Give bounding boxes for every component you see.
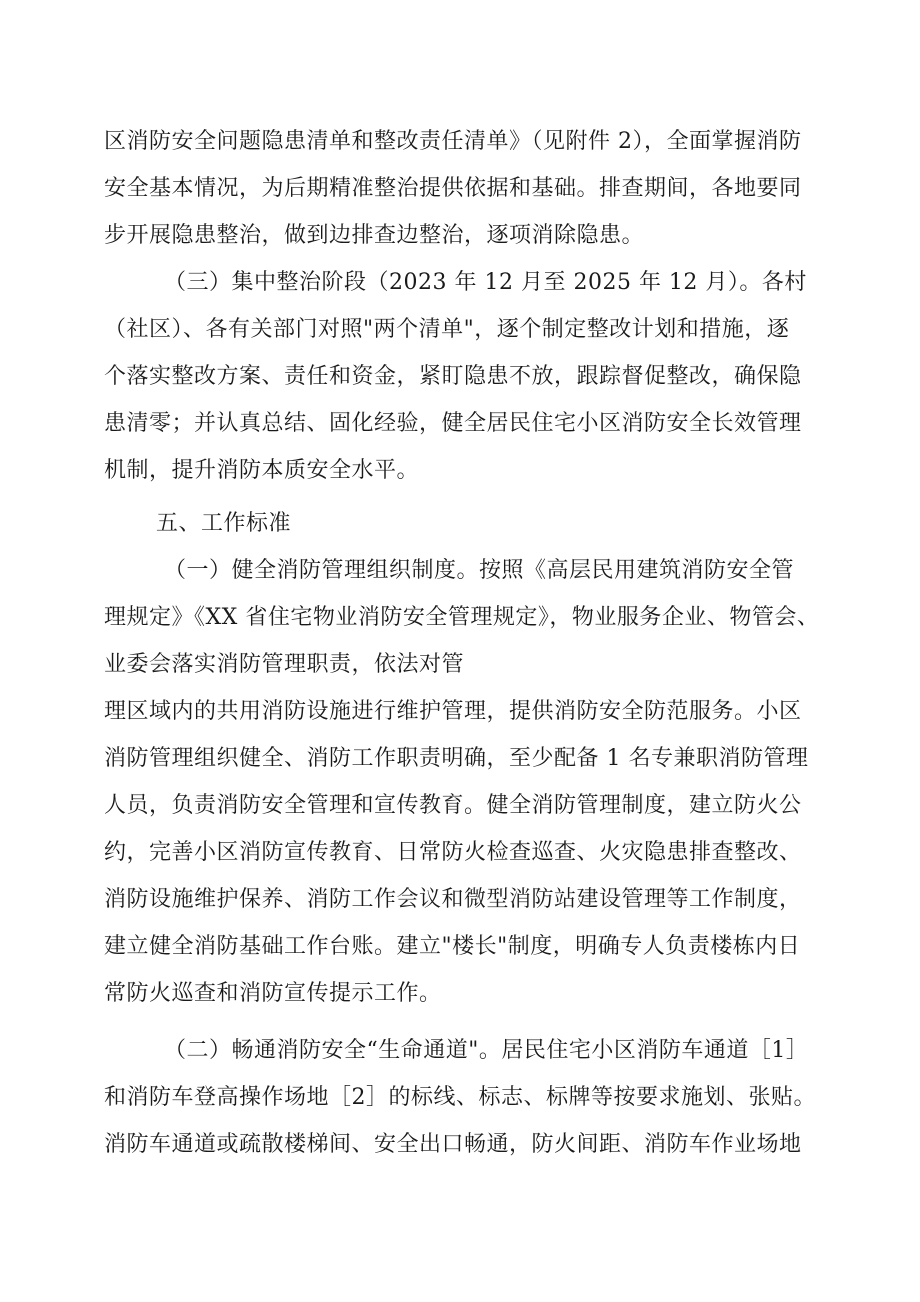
text-line-15: 人员，负责消防安全管理和宣传教育。健全消防管理制度，建立防火公 — [104, 793, 802, 818]
text-line-11: 理规定》《XX 省住宅物业消防安全管理规定》，物业服务企业、物管会、 — [104, 605, 820, 630]
text-line-3: 步开展隐患整治，做到边排查边整治，逐项消除隐患。 — [104, 223, 645, 248]
text-line-5: （社区）、各有关部门对照"两个清单"，逐个制定整改计划和措施，逐 — [104, 317, 790, 342]
text-line-10: （一）健全消防管理组织制度。按照《高层民用建筑消防安全管 — [164, 558, 795, 583]
text-line-7: 患清零；并认真总结、固化经验，健全居民住宅小区消防安全长效管理 — [104, 411, 802, 436]
text-line-6: 个落实整改方案、责任和资金，紧盯隐患不放，跟踪督促整改，确保隐 — [104, 364, 802, 389]
text-line-22: 消防车通道或疏散楼梯间、安全出口畅通，防火间距、消防车作业场地 — [104, 1132, 802, 1157]
text-line-21: 和消防车登高操作场地［2］的标线、标志、标牌等按要求施划、张贴。 — [104, 1085, 816, 1110]
text-line-13: 理区域内的共用消防设施进行维护管理，提供消防安全防范服务。小区 — [104, 699, 802, 724]
text-line-12: 业委会落实消防管理职责，依法对管 — [104, 652, 465, 677]
text-line-4: （三）集中整治阶段（2023 年 12 月至 2025 年 12 月）。各村 — [164, 270, 807, 295]
text-line-1: 区消防安全问题隐患清单和整改责任清单》（见附件 2），全面掌握消防 — [104, 129, 802, 154]
text-line-20: （二）畅通消防安全“生命通道"。居民住宅小区消防车通道［1］ — [164, 1038, 809, 1063]
text-line-2: 安全基本情况，为后期精准整治提供依据和基础。排查期间，各地要同 — [104, 176, 802, 201]
section-heading: 五、工作标准 — [156, 511, 292, 536]
text-line-14: 消防管理组织健全、消防工作职责明确，至少配备 1 名专兼职消防管理 — [104, 746, 809, 771]
text-line-8: 机制，提升消防本质安全水平。 — [104, 458, 420, 483]
text-line-17: 消防设施维护保养、消防工作会议和微型消防站建设管理等工作制度， — [104, 887, 802, 912]
text-line-18: 建立健全消防基础工作台账。建立"楼长"制度，明确专人负责楼栋内日 — [104, 934, 801, 959]
text-line-19: 常防火巡查和消防宣传提示工作。 — [104, 981, 442, 1006]
text-line-16: 约，完善小区消防宣传教育、日常防火检查巡查、火灾隐患排查整改、 — [104, 840, 802, 865]
